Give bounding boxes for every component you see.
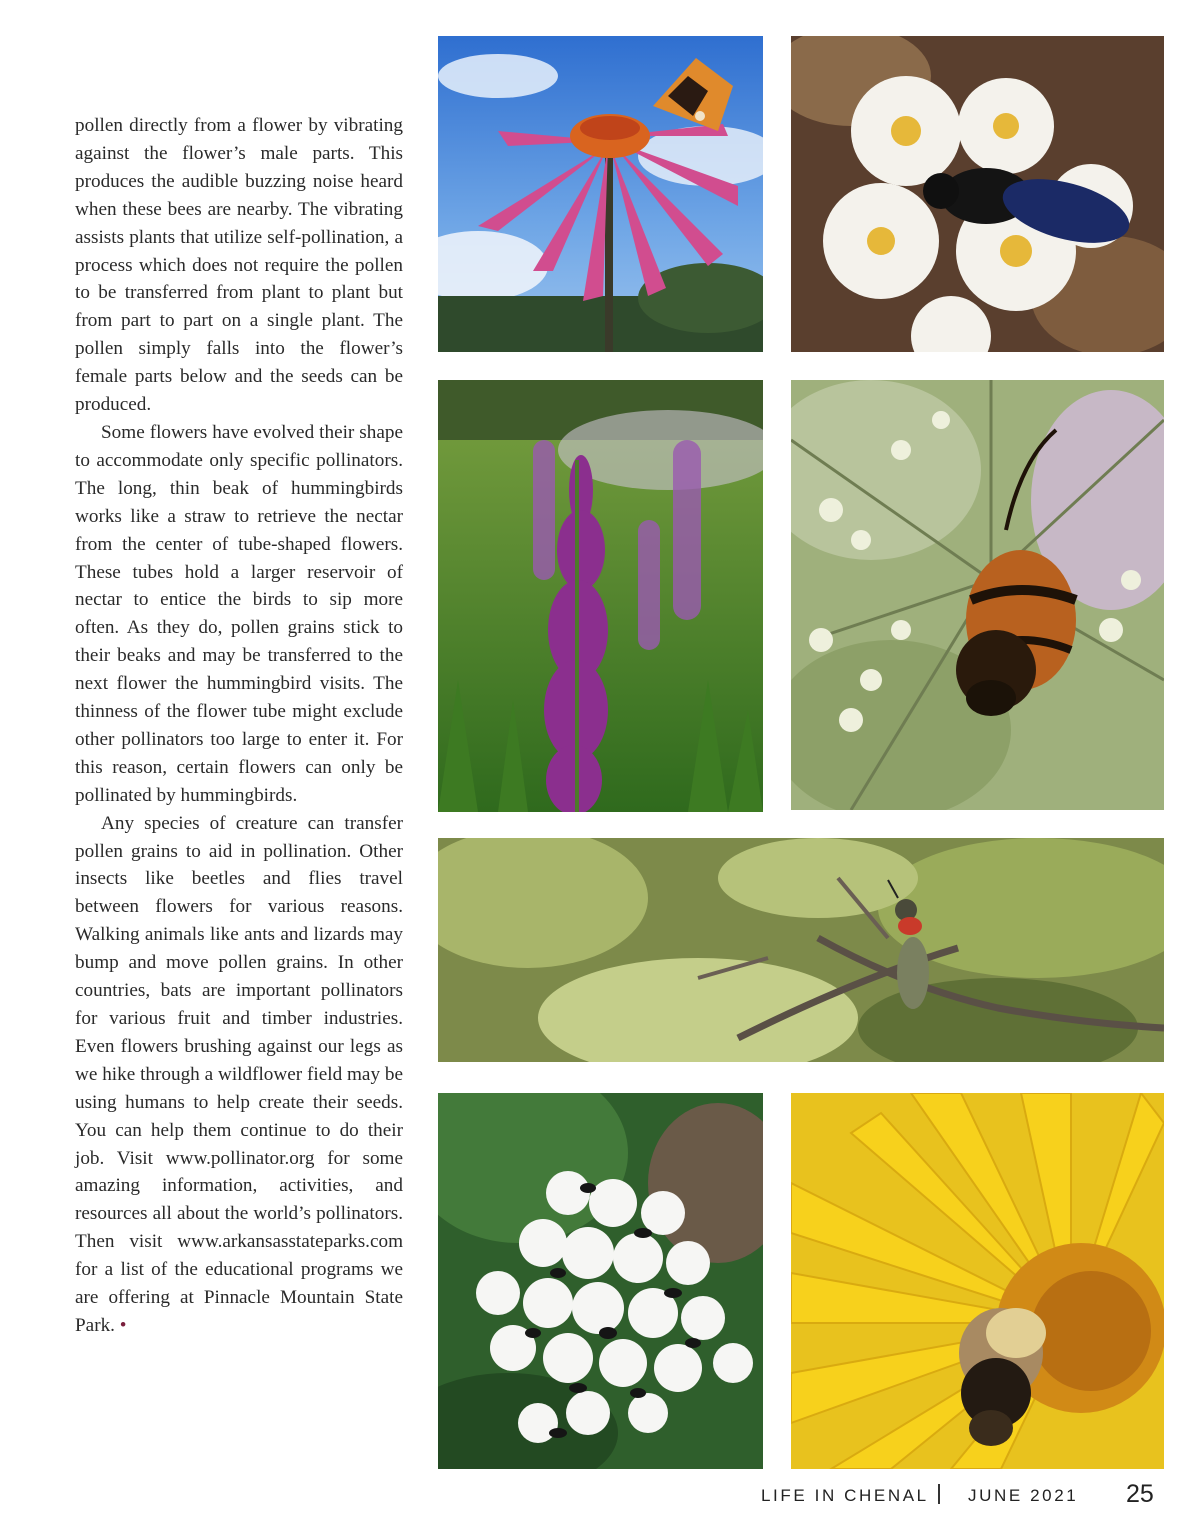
end-mark: • xyxy=(119,1314,127,1336)
article-body xyxy=(75,112,403,1340)
issue-date: JUNE 2021 xyxy=(968,1486,1079,1505)
article-paragraph-1: pollen directly from a flower by vibrating against the flower’s male parts. This produces the audible buzzing noise heard when these bees are nearby. The vibrating assists plants that utilize self-pollination, a process which does not require the pollen to be transferred from plant to plant but from part to part on a single plant. The pollen simply falls into the flower’s female parts below and the seeds can be produced. xyxy=(75,115,403,416)
photo-coneflower-butterfly xyxy=(438,36,763,352)
photo-beetle-on-umbel xyxy=(791,380,1164,810)
photo-bee-sunflower xyxy=(791,1093,1164,1469)
article-paragraph-2: Some flowers have evolved their shape to accommodate only specific pollinators. The long, thin beak of hummingbirds works like a straw to retrieve the nectar from the center of tube-shaped flowers. These tubes hold a larger reservoir of nectar to entice the birds to sip more often. As they do, pollen grains stick to their beaks and may be transferred to the next flower the hummingbird visits. The thinness of the flower tube might exclude other pollinators too large to enter it. For this reason, certain flowers can only be pollinated by hummingbirds. xyxy=(75,421,403,806)
photo-milkweed-beetles xyxy=(438,1093,763,1469)
page-footer xyxy=(0,1480,1200,1512)
footer-divider xyxy=(938,1484,940,1504)
photo-hummingbird-branch xyxy=(438,838,1164,1062)
photo-wasp-on-asters xyxy=(791,36,1164,352)
photo-purple-wildflower xyxy=(438,380,763,812)
publication-name: LIFE IN CHENAL xyxy=(761,1486,929,1505)
article-paragraph-3-text: Any species of creature can transfer pollen grains to aid in pollination. Other insects like beetles and flies travel between flowers for various reasons. Walking animals like ants and lizards may bump and move pollen grains. In other countries, bats are important pollinators for various fruit and timber industries. Even flowers brushing against our legs as we hike through a wildflower field may be using humans to help create their seeds. You can help them continue to do their job. Visit www.pollinator.org for some amazing information, activities, and resources all about the world’s pollinators. Then visit www.arkansasstateparks.com for a list of the educational programs we are offering at Pinnacle Mountain State Park. xyxy=(75,812,403,1336)
page-number: 25 xyxy=(1126,1480,1154,1508)
article-paragraph-3 xyxy=(75,810,403,1340)
